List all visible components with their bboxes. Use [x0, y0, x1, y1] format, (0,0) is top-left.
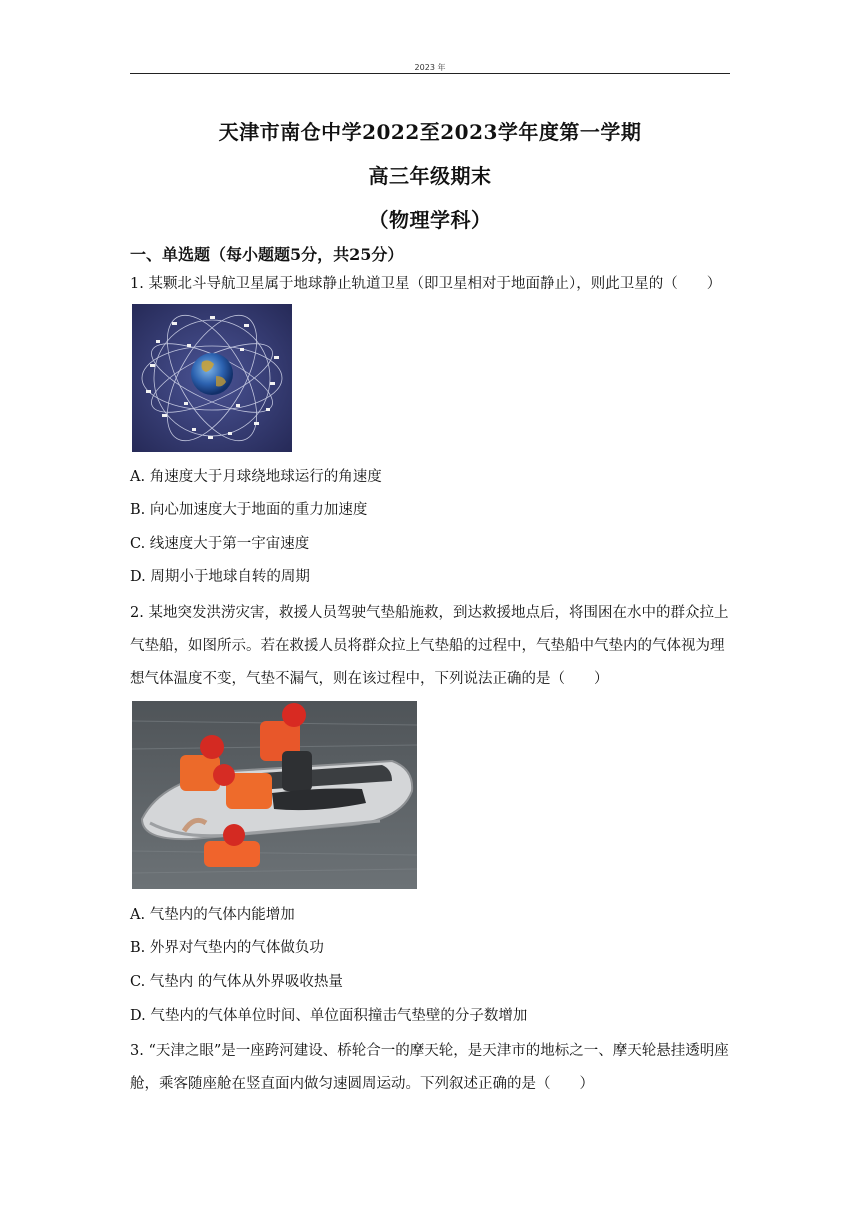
question-2-option-a: A. 气垫内的气体内能增加 [130, 907, 295, 923]
question-2-option-c: C. 气垫内 的气体从外界吸收热量 [130, 974, 343, 990]
hovercraft-rescue-image [132, 701, 417, 889]
question-1-option-b: B. 向心加速度大于地面的重力加速度 [130, 502, 368, 518]
question-2-option-b: B. 外界对气垫内的气体做负功 [130, 940, 324, 956]
question-1-option-a: A. 角速度大于月球绕地球运行的角速度 [130, 469, 382, 485]
question-2-option-d: D. 气垫内的气体单位时间、单位面积撞击气垫壁的分子数增加 [130, 1008, 528, 1024]
exam-grade-title: 高三年级期末 [368, 164, 492, 188]
page-header: 2023 年 [414, 63, 446, 72]
question-2-stem: 2. 某地突发洪涝灾害，救援人员驾驶气垫船施救，到达救援地点后，将围困在水中的群众拉上气垫船，如图所示。若在救援人员将群众拉上气垫船的过程中，气垫船中气垫内的气体视为理想气体温度不变，气垫不漏气，则在该过程中，下列说法正确的是（ ） [130, 605, 729, 687]
exam-title: 天津市南仓中学2022至2023学年度第一学期 [218, 120, 642, 144]
exam-subject-title: （物理学科） [368, 208, 492, 232]
satellite-orbit-image [132, 304, 292, 452]
question-1-option-c: C. 线速度大于第一宇宙速度 [130, 536, 310, 552]
section-heading: 一、单选题（每小题题5分，共25分） [130, 245, 404, 264]
header-rule [130, 73, 730, 74]
question-1-stem: 1. 某颗北斗导航卫星属于地球静止轨道卫星（即卫星相对于地面静止），则此卫星的（ ） [130, 276, 722, 292]
question-1-option-d: D. 周期小于地球自转的周期 [130, 569, 310, 585]
question-3-stem: 3. “天津之眼”是一座跨河建设、桥轮合一的摩天轮，是天津市的地标之一、摩天轮悬挂透明座舱，乘客随座舱在竖直面内做匀速圆周运动。下列叙述正确的是（ ） [130, 1043, 729, 1092]
